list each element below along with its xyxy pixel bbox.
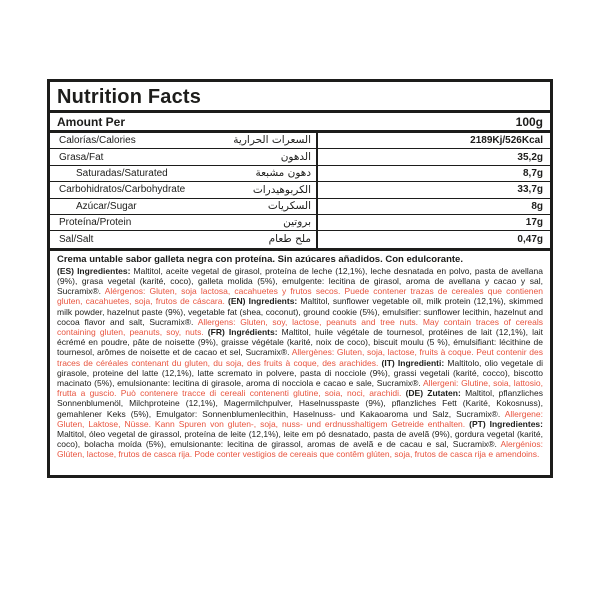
nutrient-value: 35,2g: [316, 149, 550, 164]
language-marker: (DE) Zutaten:: [405, 388, 466, 399]
nutrient-value: 8g: [316, 199, 550, 214]
nutrient-cell-labels: [50, 199, 316, 214]
nutrient-label-arabic: ملح طعام: [268, 233, 311, 246]
language-marker: (ES) Ingredientes:: [57, 265, 134, 276]
nutrition-row-calories: [50, 133, 550, 149]
ingredient-text: Maltitol, huile végétale de tournesol, protéines de lait (12,1%), lait écrémé en poudre, pâte de noisette (9%), graisse végétale (karité, noix de coco), biscuit moulu (5 %), émulsifiant: lécithine de tournesol, arômes de noisette et de cacao et sel, Sucramix®.: [57, 326, 544, 358]
allergen-text: Allergens: Gluten, soy, lactose, peanuts and tree nuts. May contain traces of cereals containing gluten, peanuts, soy, nuts.: [57, 316, 544, 337]
amount-per-value: 100g: [515, 114, 543, 129]
nutrient-label: Saturadas/Saturated: [76, 167, 168, 179]
nutrient-label: Proteína/Protein: [59, 217, 132, 229]
nutrition-row-carbohydrate: [50, 182, 550, 198]
amount-per-label: Amount Per: [57, 114, 126, 129]
allergen-text: Allergènes: Gluten, soja, lactose, fruits à coque. Peut contenir des traces de céréales contenant du gluten, du soja, des fruits à coque, des arachides.: [57, 347, 543, 368]
nutrition-row-protein: [50, 215, 550, 231]
ingredients-text: [50, 266, 550, 464]
nutrient-value: 33,7g: [316, 182, 550, 197]
nutrient-value: 8,7g: [316, 166, 550, 181]
nutrient-cell-labels: [50, 166, 316, 181]
ingredient-text: Maltitolo, olio vegetale di girasole, proteine del latte (12,1%), latte scremato in polvere, pasta di nocciole (9%), grassi vegetali (karité, cocco), biscotto macinato (5%), emulsionante: lecitina di girasole, aroma di nocciola e cacao e sale, Sucramix®.: [57, 357, 543, 388]
nutrient-cell-labels: [50, 215, 316, 230]
nutrient-label-arabic: دهون مشبعة: [255, 167, 311, 180]
nutrient-label-arabic: بروتين: [283, 216, 311, 229]
label-title: Nutrition Facts: [57, 86, 202, 108]
nutrition-table: [50, 133, 550, 248]
product-description: Crema untable sabor galleta negra con proteína. Sin azúcares añadidos. Con edulcorante.: [57, 253, 463, 265]
nutrient-label: Azúcar/Sugar: [76, 200, 137, 212]
allergen-text: Alérgenos: Gluten, soja lactosa, cacahuetes y frutos secos. Puede contener trazas de cereales que contienen gluten, cacahuetes, soja, frutos de cáscara.: [57, 286, 543, 307]
language-marker: (FR) Ingrédients:: [207, 326, 282, 337]
nutrient-label-arabic: السكريات: [267, 200, 311, 212]
nutrition-row-fat: [50, 149, 550, 165]
nutrient-cell-labels: [50, 149, 316, 164]
nutrient-cell-labels: [50, 231, 316, 247]
nutrient-label: Grasa/Fat: [59, 151, 104, 163]
language-marker: (IT) Ingredienti:: [381, 357, 448, 368]
nutrient-value: 2189Kj/526Kcal: [316, 133, 550, 148]
ingredient-text: Maltitol, óleo vegetal de girassol, proteína de leite (12,1%), leite em pó desnatado, pasta de avelã (9%), gordura vegetal (karité, coco), bolacha moída (5%), emulsionante: lecitina de girassol, aromas de avelã e de cacau e sal, Sucramix®.: [57, 428, 543, 450]
nutrition-row-salt: [50, 231, 550, 247]
amount-per-row: [50, 113, 550, 130]
nutrient-label: Calorías/Calories: [59, 135, 136, 147]
nutrient-label: Sal/Salt: [59, 234, 94, 246]
nutrient-label-arabic: السعرات الحرارية: [233, 134, 311, 147]
nutrition-row-saturated: [50, 166, 550, 182]
nutrient-cell-labels: [50, 133, 316, 148]
allergen-text: Alergénios: Glúten, lactose, frutos de casca rija. Pode conter vestigios de cereais que contêm glúten, soja, frutos de casca rija e amendoins.: [57, 439, 543, 460]
nutrient-label-arabic: الكربوهيدرات: [252, 183, 311, 196]
nutrition-label: [47, 79, 553, 478]
nutrient-value: 17g: [316, 215, 550, 230]
nutrition-row-sugar: [50, 199, 550, 215]
nutrient-label-arabic: الدهون: [280, 150, 311, 163]
allergen-text: Allergene: Gluten, Laktose, Nüsse. Kann Spuren von gluten-, soja, nuss- und erdnusshaltigem Getreide enthalten.: [57, 408, 543, 429]
nutrient-label: Carbohidratos/Carbohydrate: [59, 184, 186, 196]
ingredient-text: Maltitol, aceite vegetal de girasol, proteína de leche (12,1%), leche desnatada en polvo, pasta de avellana (9%), grasa vegetal (karité, coco), galleta molida (5%), emulgente: lecitina de girasol, aroma de avellana y cacao y sal, Sucramix®.: [57, 265, 543, 297]
language-marker: (EN) Ingredients:: [228, 296, 301, 307]
allergen-text: Allergeni: Glutine, soia, lattosio, frutta a guscio. Può contenere tracce di cereali contenenti glutine, soia, noci, arachidi.: [57, 377, 543, 399]
nutrient-cell-labels: [50, 182, 316, 197]
ingredient-text: Maltitol, sunflower vegetable oil, milk protein (12,1%), skimmed milk powder, hazelnut paste (9%), vegetable fat (shea, coconut), ground cookie (5%), emulsifier: sunflower lecithin, hazelnut and cocoa flavor and salt, Sucramix®.: [57, 296, 544, 327]
nutrient-value: 0,47g: [316, 231, 550, 247]
ingredient-text: Maltitol, pflanzliches Sonnenblumenöl, Milchproteine (12,1%), Magermilchpulver, Haselnusspaste (9%), pflanzliches Fett (Karité, Kokosnuss), gemahlener Keks (5%), Emulgator: Sonnenblumenlecithin, Haselnuss- und Kakaoaroma und Salz, Sucramix®.: [57, 388, 544, 419]
language-marker: (PT) Ingredientes:: [469, 418, 543, 429]
